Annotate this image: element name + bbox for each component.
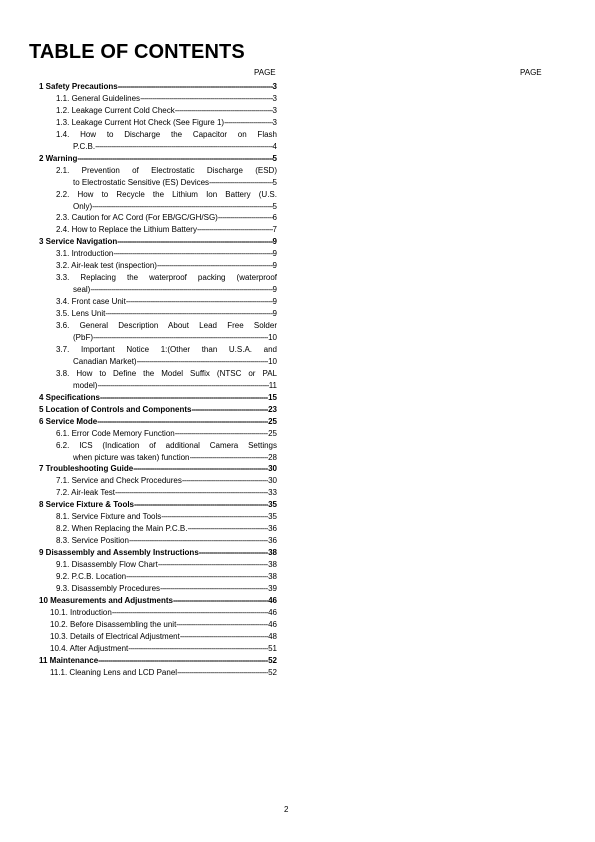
toc-subsection-entry[interactable] — [56, 248, 277, 260]
toc-section-entry[interactable] — [39, 499, 277, 511]
toc-entry-title: 3 Service Navigation — [39, 237, 118, 247]
dot-leader — [160, 585, 268, 594]
page-column-header: PAGE — [254, 68, 276, 77]
toc-entry-title: 7.2. Air-leak Test — [56, 488, 115, 498]
toc-entry-title: 3.1. Introduction — [56, 249, 114, 259]
dot-leader — [92, 203, 272, 212]
toc-subsection-entry[interactable] — [56, 308, 277, 320]
dot-leader — [134, 501, 268, 510]
toc-entry-title: 10 Measurements and Adjustments — [39, 595, 173, 605]
toc-subsection-entry[interactable] — [56, 117, 277, 129]
toc-page-number: 9 — [272, 237, 277, 247]
toc-page-number: 3 — [272, 117, 277, 127]
toc-subsection-entry[interactable] — [56, 93, 277, 105]
toc-entry-title-line1: 1.4. How to Discharge the Capacitor on Flash — [56, 129, 277, 139]
toc-page-number: 25 — [268, 428, 277, 438]
toc-page-number: 30 — [268, 464, 277, 474]
dot-leader — [180, 633, 268, 642]
dot-leader — [191, 406, 268, 415]
toc-subsection-entry[interactable] — [56, 511, 277, 523]
toc-entry-title-line2: Only) — [73, 201, 93, 211]
toc-subsection-entry[interactable] — [56, 272, 277, 296]
toc-entry-title-line1: 3.6. General Description About Lead Free Solder — [56, 321, 277, 330]
toc-subsection-entry[interactable] — [56, 583, 277, 595]
toc-subsection-entry[interactable] — [56, 129, 277, 153]
toc-page-number: 28 — [268, 452, 277, 462]
toc-entry-title: 2 Warning — [39, 153, 78, 163]
toc-entry-title-line2: when picture was taken) function — [73, 452, 190, 462]
toc-subsection-entry[interactable] — [56, 535, 277, 547]
toc-page-number: 36 — [268, 536, 277, 546]
toc-entry-title: 8 Service Fixture & Tools — [39, 500, 134, 510]
toc-entry-title-line1: 2.2. How to Recycle the Lithium Ion Battery (U.S. — [56, 189, 277, 199]
toc-page-number: 9 — [272, 297, 277, 307]
toc-page-number: 39 — [268, 583, 277, 593]
toc-page-number: 46 — [268, 607, 277, 617]
toc-entry-title: 3.2. Air-leak test (inspection) — [56, 261, 157, 271]
toc-page-number: 46 — [268, 619, 277, 629]
toc-page-number: 23 — [268, 404, 277, 414]
toc-page-number: 5 — [272, 153, 277, 163]
toc-subsection-entry[interactable] — [56, 224, 277, 236]
toc-page-number: 3 — [272, 82, 277, 91]
toc-page-number: 38 — [268, 571, 277, 581]
toc-entry-title: 2.3. Caution for AC Cord (For EB/GC/GH/SG) — [56, 213, 218, 223]
dot-leader — [133, 465, 268, 474]
toc-subsection-entry[interactable] — [56, 189, 277, 213]
page-title: TABLE OF CONTENTS — [29, 41, 245, 63]
dot-leader — [199, 549, 268, 558]
toc-page-number: 15 — [268, 392, 277, 402]
toc-entry-title: 6 Service Mode — [39, 416, 98, 426]
dot-leader — [98, 657, 268, 666]
toc-subsection-entry[interactable] — [56, 523, 277, 535]
toc-page-number: 7 — [272, 225, 277, 235]
toc-entry-title: 2.4. How to Replace the Lithium Battery — [56, 225, 197, 235]
toc-entry-title-line2: Canadian Market) — [73, 356, 137, 366]
toc-section-entry[interactable] — [39, 392, 277, 404]
toc-entry-title: 9 Disassembly and Assembly Instructions — [39, 548, 199, 558]
toc-entry-title-line2: (PbF) — [73, 333, 93, 342]
toc-subsection-entry[interactable] — [56, 320, 277, 344]
dot-leader — [197, 226, 273, 235]
toc-entry-title: 8.2. When Replacing the Main P.C.B. — [56, 524, 188, 534]
dot-leader — [157, 262, 273, 271]
toc-page-number: 36 — [268, 524, 277, 534]
toc-subsection-entry[interactable] — [56, 344, 277, 368]
dot-leader — [161, 513, 268, 522]
toc-entry-title: 10.1. Introduction — [50, 607, 112, 617]
toc-entry-title-line2: model) — [73, 380, 98, 390]
toc-page-number: 3 — [272, 105, 277, 115]
toc-subsection-entry[interactable] — [56, 571, 277, 583]
toc-page-number: 10 — [268, 333, 277, 342]
dot-leader — [126, 573, 268, 582]
toc-entry-title-line1: 2.1. Prevention of Electrostatic Discharge (ESD) — [56, 165, 277, 175]
dot-leader — [117, 238, 272, 247]
toc-entry-title: 5 Location of Controls and Components — [39, 404, 192, 414]
toc-entry-title-line2: to Electrostatic Sensitive (ES) Devices — [73, 177, 210, 187]
page-column-header-right: PAGE — [520, 68, 542, 77]
dot-leader — [97, 418, 268, 427]
dot-leader — [112, 609, 268, 618]
toc-entry-title-line2: P.C.B. — [73, 141, 96, 151]
toc-entry-title: 1 Safety Precautions — [39, 82, 118, 91]
toc-entry-title: 6.1. Error Code Memory Function — [56, 428, 175, 438]
toc-entry-title: 11 Maintenance — [39, 655, 99, 665]
toc-entry-title: 10.2. Before Disassembling the unit — [50, 619, 177, 629]
toc-entry-title: 1.3. Leakage Current Hot Check (See Figure 1) — [56, 117, 225, 127]
toc-entry-title: 8.1. Service Fixture and Tools — [56, 512, 162, 522]
dot-leader — [209, 179, 273, 188]
toc-page-number: 38 — [268, 560, 277, 569]
toc-page-number: 5 — [272, 177, 277, 187]
toc-page-number: 4 — [272, 141, 277, 151]
toc-page-number: 48 — [268, 631, 277, 641]
toc-subsection-entry[interactable] — [56, 440, 277, 464]
toc-section-entry[interactable] — [39, 404, 277, 416]
page-number: 2 — [284, 805, 289, 814]
toc-subsection-entry[interactable] — [50, 667, 277, 679]
toc-page-number: 5 — [272, 201, 277, 211]
dot-leader — [129, 537, 268, 546]
toc-entry-title: 9.2. P.C.B. Location — [56, 571, 127, 581]
toc-entry-title: 3.4. Front case Unit — [56, 297, 126, 307]
toc-page-number: 6 — [272, 213, 277, 223]
toc-page-number: 11 — [268, 380, 277, 390]
dot-leader — [90, 286, 272, 295]
dot-leader — [182, 477, 268, 486]
toc-subsection-entry[interactable] — [50, 619, 277, 631]
dot-leader — [105, 310, 272, 319]
toc-entry-title: 1.2. Leakage Current Cold Check — [56, 105, 175, 115]
dot-leader — [218, 214, 273, 223]
toc-section-entry[interactable] — [39, 547, 277, 559]
toc-entry-title-line1: 6.2. ICS (Indication of additional Camera Settings — [56, 440, 277, 450]
toc-subsection-entry[interactable] — [50, 631, 277, 643]
toc-page-number: 25 — [268, 416, 277, 426]
toc-page-number: 33 — [268, 488, 277, 498]
toc-entry-title: 7.1. Service and Check Procedures — [56, 476, 182, 486]
dot-leader — [158, 561, 268, 570]
toc-entry-title: 4 Specifications — [39, 392, 100, 402]
toc-section-entry[interactable] — [39, 153, 277, 165]
toc-page-number: 9 — [272, 261, 277, 271]
toc-section-entry[interactable] — [39, 81, 277, 93]
toc-subsection-entry[interactable] — [56, 165, 277, 189]
dot-leader — [190, 454, 269, 463]
toc-entry-title: 3.5. Lens Unit — [56, 309, 106, 319]
toc-page-number: 38 — [268, 548, 277, 558]
toc-page-number: 9 — [272, 249, 277, 259]
toc-subsection-entry[interactable] — [50, 643, 277, 655]
toc-entry-title-line1: 3.8. How to Define the Model Suffix (NTSC or PAL — [56, 368, 277, 378]
toc-page-number: 35 — [268, 500, 277, 510]
toc-subsection-entry[interactable] — [56, 296, 277, 308]
dot-leader — [175, 107, 273, 116]
dot-leader — [77, 155, 272, 164]
dot-leader — [173, 597, 268, 606]
toc-entry-title: 7 Troubleshooting Guide — [39, 464, 134, 474]
toc-subsection-entry[interactable] — [56, 559, 277, 571]
toc-page-number: 30 — [268, 476, 277, 486]
toc-page-number: 35 — [268, 512, 277, 522]
toc-section-entry[interactable] — [39, 236, 277, 248]
toc-subsection-entry[interactable] — [56, 475, 277, 487]
dot-leader — [187, 525, 268, 534]
toc-entry-title: 10.3. Details of Electrical Adjustment — [50, 631, 180, 641]
toc-page-number: 46 — [268, 595, 277, 605]
toc-subsection-entry[interactable] — [56, 487, 277, 499]
toc-section-entry[interactable] — [39, 595, 277, 607]
dot-leader — [177, 669, 268, 678]
dot-leader — [93, 334, 268, 343]
toc-entry-title: 1.1. General Guidelines — [56, 93, 141, 103]
dot-leader — [224, 119, 272, 128]
toc-subsection-entry[interactable] — [50, 607, 277, 619]
dot-leader — [95, 143, 272, 152]
toc-subsection-entry[interactable] — [56, 428, 277, 440]
toc-subsection-entry[interactable] — [56, 368, 277, 392]
dot-leader — [126, 298, 273, 307]
dot-leader — [137, 358, 269, 367]
toc-page-number: 52 — [268, 655, 277, 665]
toc-entry-title-line2: seal) — [73, 285, 91, 295]
dot-leader — [175, 430, 268, 439]
dot-leader — [128, 645, 268, 654]
toc-page-number: 9 — [272, 309, 277, 319]
dot-leader — [118, 83, 273, 92]
toc-entry-title: 10.4. After Adjustment — [50, 643, 129, 653]
toc-page-number: 3 — [272, 93, 277, 103]
toc-page-number: 51 — [268, 643, 277, 653]
toc-entry-title: 9.1. Disassembly Flow Chart — [56, 560, 158, 569]
toc-subsection-entry[interactable] — [56, 105, 277, 117]
toc-section-entry[interactable] — [39, 655, 277, 667]
toc-section-entry[interactable] — [39, 416, 277, 428]
toc-subsection-entry[interactable] — [56, 212, 277, 224]
toc-section-entry[interactable] — [39, 463, 277, 475]
dot-leader — [176, 621, 268, 630]
toc-entry-title: 8.3. Service Position — [56, 536, 129, 546]
toc-subsection-entry[interactable] — [56, 260, 277, 272]
dot-leader — [113, 250, 272, 259]
toc-page-number: 9 — [272, 285, 277, 295]
toc-entry-title: 9.3. Disassembly Procedures — [56, 583, 161, 593]
dot-leader — [97, 382, 268, 391]
toc-entry-title: 11.1. Cleaning Lens and LCD Panel — [50, 667, 178, 677]
dot-leader — [100, 394, 268, 403]
dot-leader — [140, 95, 272, 104]
toc-page-number: 52 — [268, 667, 277, 677]
toc-entry-title-line1: 3.3. Replacing the waterproof packing (waterproof — [56, 273, 277, 283]
toc-entry-title-line1: 3.7. Important Notice 1:(Other than U.S.A. and — [56, 344, 277, 354]
toc-page-number: 10 — [268, 356, 277, 366]
dot-leader — [115, 489, 268, 498]
